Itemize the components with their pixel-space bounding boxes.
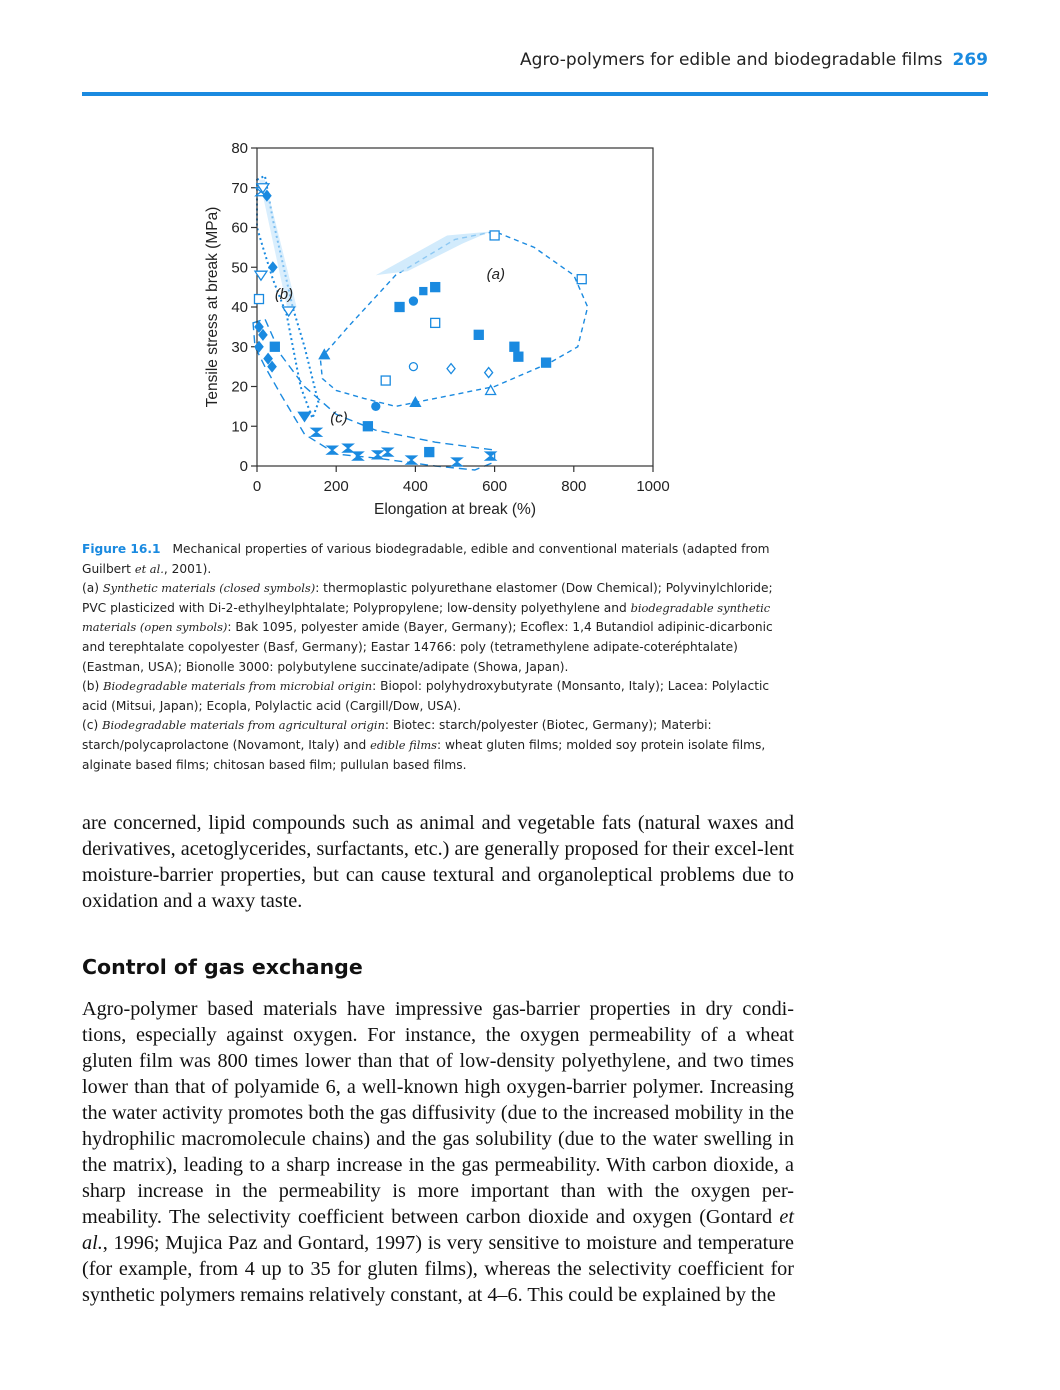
caption-item-b — [82, 677, 794, 716]
x-tick-label: 200 — [323, 478, 349, 495]
data-point-square — [510, 342, 519, 351]
plot-frame — [257, 148, 653, 466]
data-point-hourglass — [406, 456, 416, 464]
data-point-hourglass — [327, 446, 337, 454]
data-point-hourglass — [343, 444, 353, 452]
data-point-square — [425, 448, 434, 457]
data-point-square — [542, 358, 551, 367]
data-point-circle — [372, 402, 380, 410]
body-paragraph-2 — [82, 996, 794, 1308]
caption-item-c — [82, 716, 794, 775]
caption-etal: et al. — [134, 561, 164, 576]
caption-a-italic1: Synthetic materials (closed symbols) — [102, 581, 316, 596]
data-point-diamond — [447, 364, 455, 374]
envelope-c — [253, 319, 495, 470]
x-tick-label: 800 — [561, 478, 587, 495]
figure-label: Figure 16.1 — [82, 542, 161, 556]
chart-annotations — [275, 266, 505, 426]
caption-c-italic1: Biodegradable materials from agricultural origin — [102, 718, 385, 733]
data-point-hourglass — [311, 428, 321, 436]
data-point-circle — [409, 363, 417, 371]
chart-marks — [254, 184, 586, 466]
running-title: Agro-polymers for edible and biodegradable films — [520, 50, 943, 70]
data-point-hourglass — [383, 448, 393, 456]
data-point-diamond — [485, 368, 493, 378]
group-label-c: (c) — [330, 409, 348, 427]
caption-a-text1: : thermoplastic polyurethane elastomer (Dow Chemical); Polyvinylchloride; PVC plasticized with Di-2-ethylheylphtalate; Polypropylene; low-density polyethylene and — [82, 581, 773, 615]
x-axis-label: Elongation at break (%) — [374, 501, 536, 518]
y-tick-label: 80 — [231, 140, 248, 157]
caption-a-italic2: biodegradable synthetic materials (open symbols) — [82, 600, 771, 635]
caption-b-italic: Biodegradable materials from microbial origin — [103, 679, 373, 694]
y-tick-label: 70 — [231, 179, 248, 197]
data-point-triangle-down — [299, 412, 311, 421]
y-tick-label: 30 — [231, 338, 248, 356]
data-point-square — [381, 376, 390, 385]
y-tick-label: 0 — [239, 458, 248, 475]
group-envelopes — [253, 176, 588, 470]
y-tick-label: 60 — [231, 219, 248, 237]
page-number: 269 — [952, 50, 988, 70]
y-tick-label: 40 — [231, 299, 248, 316]
group-label-b: (b) — [274, 286, 294, 304]
caption-item-a — [82, 579, 794, 677]
x-tick-label: 1000 — [636, 478, 670, 495]
paragraph-2-text — [82, 996, 794, 1308]
group-label-a: (a) — [486, 266, 506, 284]
caption-a-prefix: (a) — [82, 581, 103, 596]
data-point-hourglass — [452, 458, 462, 466]
envelope-a — [320, 231, 587, 406]
data-point-triangle-down — [283, 307, 295, 316]
y-tick-label: 20 — [231, 378, 248, 396]
data-point-square — [270, 342, 279, 351]
caption-a-text2: : Bak 1095, polyester amide (Bayer, Germany); Ecoflex: 1,4 Butandiol adipinic-dicarbonic and terephtalate copolyester (Basf, Germany); Eastar 14766: poly (tetramethylene adipate-coteréphtalate) (Eastman, USA); Bionolle 3000: polybutylene succinate/adipate (Showa, Japan). — [82, 620, 773, 674]
body-paragraph-1 — [82, 810, 794, 914]
caption-title — [82, 540, 794, 579]
data-point-square — [474, 330, 483, 339]
data-point-hourglass — [373, 451, 383, 459]
data-point-square — [431, 318, 440, 327]
chart-axes — [257, 148, 653, 466]
x-tick-label: 0 — [252, 478, 262, 495]
data-point-square-small — [420, 288, 427, 295]
section-heading: Control of gas exchange — [82, 955, 363, 979]
y-tick-label: 10 — [231, 418, 248, 436]
data-point-diamond-filled — [269, 262, 277, 272]
paragraph-2-etal: et al. — [82, 1206, 794, 1254]
data-point-circle — [409, 297, 417, 305]
figure-16-1-chart — [0, 0, 1060, 530]
data-point-square — [431, 283, 440, 292]
caption-c-text2: : wheat gluten films; molded soy protein isolate films, alginate based films; chitosan based film; pullulan based films. — [82, 737, 766, 772]
chart-ticks — [231, 140, 669, 495]
paragraph-1-text: are concerned, lipid compounds such as animal and vegetable fats (natural waxes and derivatives, acetoglycerides, surfactants, etc.) are generally proposed for their excel-lent moisture-barrier properties, but can cause textural and organoleptical problems due to oxidation and a waxy taste. — [82, 812, 794, 912]
caption-b-text: : Biopol: polyhydroxybutyrate (Monsanto, Italy); Lacea: Polylactic acid (Mitsui, Japan); Ecopla, Polylactic acid (Cargill/Dow, USA). — [82, 679, 770, 713]
caption-title-end: , 2001). — [163, 561, 212, 576]
y-axis-label: Tensile stress at break (MPa) — [204, 206, 221, 408]
data-point-square — [490, 231, 499, 240]
paragraph-2-part-a: Agro-polymer based materials have impressive gas-barrier properties in dry condi-tions, especially against oxygen. For instance, the oxygen permeability of a wheat gluten film was 800 times lower than that of low-density polyethylene, and two times lower than that of polyamide 6, a well-known high oxygen-barrier polymer. Increasing the water activity promotes both the gas diffusivity (due to the increased mobility in the hydrophilic macromolecule chains) and the gas solubility (due to the water swelling in the matrix), leading to a sharp increase in the gas permeability. With carbon dioxide, a sharp increase in the permeability is more important than with the oxygen per-meability. The selectivity coefficient between carbon dioxide and oxygen (Gontard — [82, 998, 794, 1228]
x-tick-label: 600 — [482, 478, 508, 495]
data-point-square — [254, 295, 263, 304]
data-point-square — [395, 303, 404, 312]
x-tick-label: 400 — [402, 478, 428, 495]
paragraph-2-part-b: , 1996; Mujica Paz and Gontard, 1997) is very sensitive to moisture and temperature (for example, from 4 up to 35 for gluten films), whereas the selectivity coefficient for synthetic polymers remains relatively constant, at 4–6. This could be explained by the — [82, 1232, 794, 1306]
envelope-a-shade — [376, 231, 491, 275]
caption-c-text1: : Biotec: starch/polyester (Biotec, Germany); Materbi: starch/polycaprolactone (Novamont, Italy) and — [82, 718, 712, 752]
figure-caption — [82, 540, 794, 775]
data-point-square — [577, 275, 586, 284]
y-tick-label: 50 — [231, 259, 248, 277]
caption-c-italic2: edible films — [370, 737, 437, 752]
caption-c-prefix: (c) — [82, 718, 103, 733]
data-point-square — [514, 352, 523, 361]
caption-b-prefix: (b) — [82, 679, 104, 694]
caption-title-text: Mechanical properties of various biodegradable, edible and conventional materials (adapted from Guilbert — [82, 542, 770, 576]
data-point-square — [363, 422, 372, 431]
